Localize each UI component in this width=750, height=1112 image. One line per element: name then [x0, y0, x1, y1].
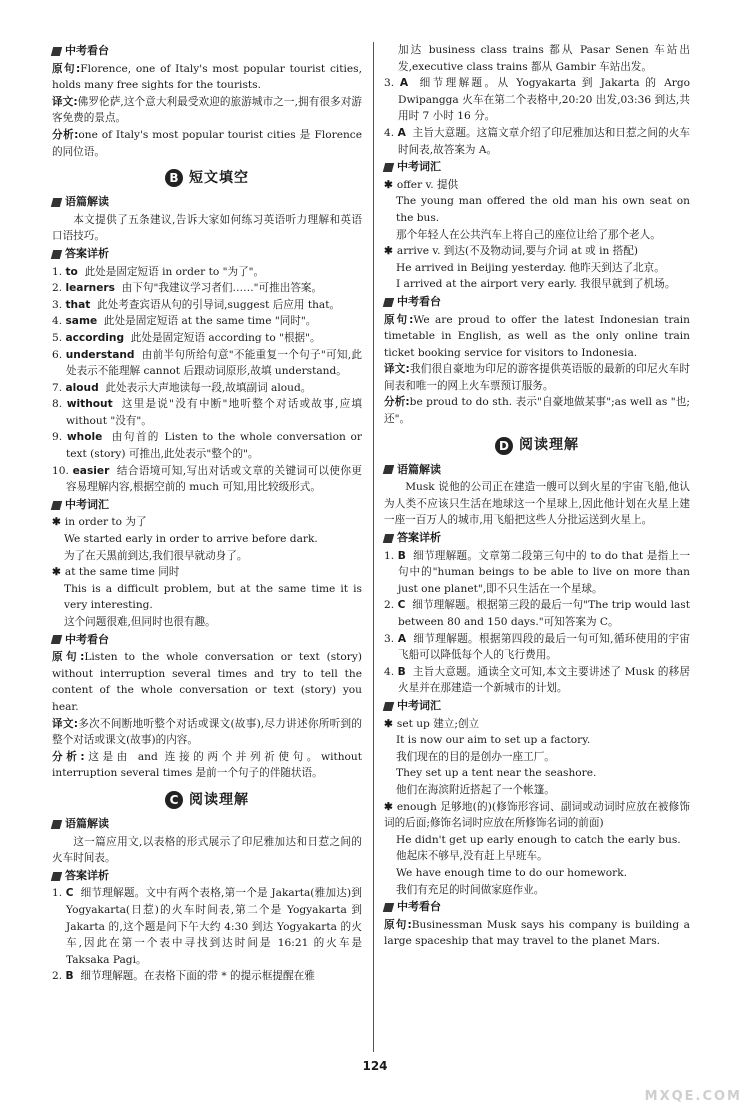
- section-marker-icon: [383, 298, 394, 307]
- orig-sentence: 原句:Businessman Musk says his company is building a large spaceship that may travel to the planet Mars.: [384, 918, 690, 948]
- section-marker-icon: [51, 198, 62, 207]
- asterisk-icon: ✱: [52, 566, 61, 579]
- section-marker-icon: [51, 635, 62, 644]
- analysis: 分析:one of Italy's most popular tourist cities 是 Florence 的同位语。: [52, 128, 362, 158]
- section-marker-icon: [383, 163, 394, 172]
- answer-list-b: [52, 264, 362, 496]
- section-c-heading: [52, 788, 362, 812]
- asterisk-icon: ✱: [384, 717, 393, 730]
- orig-sentence: 原句:We are proud to offer the latest Indonesian train timetable in English, as well as the only online train ticket booking service for visitors to Indonesia.: [384, 313, 690, 359]
- section-marker-icon: [383, 465, 394, 474]
- example-zh: 我们现在的目的是创办一座工厂。: [396, 750, 555, 763]
- watermark: MXQE.COM: [644, 1089, 742, 1105]
- section-title: 短文填空: [189, 169, 249, 186]
- translation: 译文:多次不间断地听整个对话或课文(故事),尽力讲述你所听到的整个对话或课文(故事)的内容。: [52, 717, 362, 747]
- reading-heading: 语篇解读: [384, 462, 690, 479]
- answer-item: 9. whole 由句首的 Listen to the whole conversation or text (story) 可推出,此处表示"整个的"。: [52, 431, 362, 461]
- answer-continuation: 加达 business class trains 都从 Pasar Senen 车站出发,executive class trains 都从 Gambir 车站出发。: [398, 44, 690, 73]
- answer-item: 2. C 细节理解题。根据第三段的最后一句"The trip would last between 80 and 150 days."可知答案为 C。: [384, 599, 690, 628]
- answers-heading: 答案详析: [52, 246, 362, 263]
- vocab-heading: 中考词汇: [384, 159, 690, 176]
- answer-item: 5. according 此处是固定短语 according to "根据"。: [52, 331, 321, 344]
- section-marker-icon: [51, 47, 62, 56]
- vocab-entry: ✱ in order to 为了 We started early in order to arrive before dark. 为了在天黑前到达,我们很早就动身了。: [52, 514, 362, 564]
- example-en: I arrived at the airport very early.: [396, 278, 577, 291]
- orig-sentence: 原句:Listen to the whole conversation or text (story) without interruption several times and try to tell the content of the whole conversation or text (story) you hear.: [52, 651, 362, 713]
- example-zh: 那个年轻人在公共汽车上将自己的座位让给了那个老人。: [396, 228, 661, 241]
- example-en: He arrived in Beijing yesterday.: [396, 261, 567, 274]
- example-zh: 他昨天到达了北京。: [569, 261, 665, 274]
- example-en: We have enough time to do our homework.: [396, 866, 627, 879]
- reading-heading: 语篇解读: [52, 194, 362, 211]
- answer-item: 6. understand 由前半句所给句意"不能重复一个句子"可知,此处表示不能理解 cannot 后跟动词原形,故填 understand。: [52, 348, 362, 378]
- section-b-heading: [52, 166, 362, 190]
- answer-item: 3. that 此处考查宾语从句的引导词,suggest 后应用 that。: [52, 298, 341, 311]
- vocab-heading: 中考词汇: [52, 497, 362, 514]
- column-divider: [373, 42, 374, 1052]
- section-letter-badge: D: [495, 437, 513, 455]
- right-column: [384, 42, 690, 950]
- reading-heading: 语篇解读: [52, 816, 362, 833]
- example-zh: 他们在海滨附近搭起了一个帐篷。: [396, 783, 555, 796]
- section-marker-icon: [383, 534, 394, 543]
- section-marker-icon: [383, 903, 394, 912]
- vocab-heading: 中考词汇: [384, 698, 690, 715]
- exam-watch-heading: 中考看台: [52, 632, 362, 649]
- reading-summary: 本文提供了五条建议,告诉大家如何练习英语听力理解和英语口语技巧。: [52, 213, 362, 243]
- example-zh: 为了在天黑前到达,我们很早就动身了。: [64, 549, 248, 562]
- orig-sentence: 原句:Florence, one of Italy's most popular tourist cities, holds many free sights for the tourists.: [52, 62, 362, 92]
- answer-item: 8. without 这里是说"没有中断"地听整个对话或故事,应填 without "没有"。: [52, 398, 362, 427]
- reading-summary: Musk 说他的公司正在建造一艘可以到火星的宇宙飞船,他认为人类不应该只生活在地球这一个星球上,因此他计划在火星上建一座一百万人的城市,用飞船把这些人分批运送到火星上。: [384, 481, 690, 527]
- exam-watch-heading: 中考看台: [384, 294, 690, 311]
- example-en: He didn't get up early enough to catch the early bus.: [396, 833, 681, 846]
- section-letter-badge: B: [165, 169, 183, 187]
- example-zh: 我们有充足的时间做家庭作业。: [396, 883, 545, 896]
- section-marker-icon: [51, 872, 62, 881]
- exam-watch-heading: 中考看台: [52, 43, 362, 60]
- section-marker-icon: [51, 820, 62, 829]
- answer-item: 4. B 主旨大意题。通读全文可知,本文主要讲述了 Musk 的移居火星并在那建造一个新城市的计划。: [384, 665, 690, 695]
- section-marker-icon: [51, 501, 62, 510]
- example-en: The young man offered the old man his own seat on the bus.: [396, 195, 690, 224]
- vocab-entry: ✱ offer v. 提供 The young man offered the old man his own seat on the bus. 那个年轻人在公共汽车上将自己的座位让给了那个老人。: [384, 177, 690, 243]
- example-en: This is a difficult problem, but at the same time it is very interesting.: [64, 582, 362, 612]
- answer-item: 2. B 细节理解题。在表格下面的带 * 的提示框提醒在雅: [52, 970, 315, 983]
- page-number: 124: [362, 1059, 388, 1073]
- section-marker-icon: [51, 250, 62, 259]
- answer-item: 1. to 此处是固定短语 in order to "为了"。: [52, 265, 265, 278]
- asterisk-icon: ✱: [52, 516, 61, 529]
- answer-item: 1. B 细节理解题。文章第二段第三句中的 to do that 是指上一句中的"human beings to be able to live on more than just one planet",即不只生活在一个星球。: [384, 549, 690, 595]
- example-zh: 这个问题很难,但同时也很有趣。: [64, 616, 216, 628]
- example-en: They set up a tent near the seashore.: [396, 767, 597, 780]
- vocab-entry: ✱ enough 足够地(的)(修饰形容词、副词或动词时应放在被修饰词的后面;修饰名词时应放在所修饰名词的前面) He didn't get up early enough to catch the early bus. 他起床不够早,没有赶上早班车。 We have enough time to do our homework. 我们有充足的时间做家庭作业。: [384, 799, 690, 899]
- section-marker-icon: [383, 702, 394, 711]
- answer-item: 4. same 此处是固定短语 at the same time "同时"。: [52, 315, 317, 328]
- section-title: 阅读理解: [189, 791, 249, 808]
- translation: 译文:佛罗伦萨,这个意大利最受欢迎的旅游城市之一,拥有很多对游客免费的景点。: [52, 95, 362, 125]
- answer-item: 2. learners 由下句"我建议学习者们……"可推出答案。: [52, 282, 323, 295]
- answer-item: 4. A 主旨大意题。这篇文章介绍了印尼雅加达和日惹之间的火车时间表,故答案为 A。: [384, 126, 690, 156]
- reading-summary: 这一篇应用文,以表格的形式展示了印尼雅加达和日惹之间的火车时间表。: [52, 835, 362, 865]
- vocab-entry: ✱ arrive v. 到达(不及物动词,要与介词 at 或 in 搭配) He arrived in Beijing yesterday. 他昨天到达了北京。 I arrived at the airport very early. 我很早就到了机场。: [384, 245, 676, 291]
- vocab-entry: ✱ set up 建立;创立 It is now our aim to set up a factory. 我们现在的目的是创办一座工厂。 They set up a tent near the seashore. 他们在海滨附近搭起了一个帐篷。: [384, 716, 690, 799]
- answer-item: 7. aloud 此处表示大声地读每一段,故填副词 aloud。: [52, 381, 312, 394]
- answers-heading: 答案详析: [384, 530, 690, 547]
- asterisk-icon: ✱: [384, 800, 393, 813]
- answer-item: 1. C 细节理解题。文中有两个表格,第一个是 Jakarta(雅加达)到 Yogyakarta(日惹)的火车时间表,第二个是 Yogyakarta 到 Jakarta 的,这个题是问下午大约 4:30 到达 Yogyakarta 的火车,因此在第一个表中寻找到达时间是 16:21 的火车是 Taksaka Pagi。: [52, 887, 362, 966]
- example-zh: 他起床不够早,没有赶上早班车。: [396, 850, 548, 863]
- section-letter-badge: C: [165, 791, 183, 809]
- exam-watch-heading: 中考看台: [384, 899, 690, 916]
- example-zh: 我很早就到了机场。: [580, 278, 676, 291]
- answer-item: 3. A 细节理解题。从 Yogyakarta 到 Jakarta 的 Argo Dwipangga 火车在第二个表格中,20:20 出发,03:36 到达,共用时 7 小时 16 分。: [384, 77, 690, 123]
- analysis: 分析:be proud to do sth. 表示"自豪地做某事";as well as "也;还"。: [384, 396, 690, 426]
- translation: 译文:我们很自豪地为印尼的游客提供英语版的最新的印尼火车时间表和唯一的网上火车票预订服务。: [384, 363, 690, 392]
- example-en: We started early in order to arrive before dark.: [64, 533, 318, 546]
- analysis: 分析:这是由 and 连接的两个并列祈使句。without interruption several times 是前一个句子的伴随状语。: [52, 750, 362, 780]
- example-en: It is now our aim to set up a factory.: [396, 734, 591, 747]
- answer-item: 3. A 细节理解题。根据第四段的最后一句可知,循环使用的宇宙飞船可以降低每个人的飞行费用。: [384, 632, 690, 662]
- asterisk-icon: ✱: [384, 245, 393, 258]
- asterisk-icon: ✱: [384, 178, 393, 191]
- section-d-heading: [384, 434, 690, 458]
- section-title: 阅读理解: [519, 437, 579, 454]
- left-column: [52, 42, 362, 985]
- answer-item: 10. easier 结合语境可知,写出对话或文章的关键词可以使你更容易理解内容,根据空前的 much 可知,用比较级形式。: [52, 464, 362, 494]
- answers-heading: 答案详析: [52, 868, 362, 885]
- vocab-entry: ✱ at the same time 同时 This is a difficult problem, but at the same time it is very interesting. 这个问题很难,但同时也很有趣。: [52, 564, 362, 630]
